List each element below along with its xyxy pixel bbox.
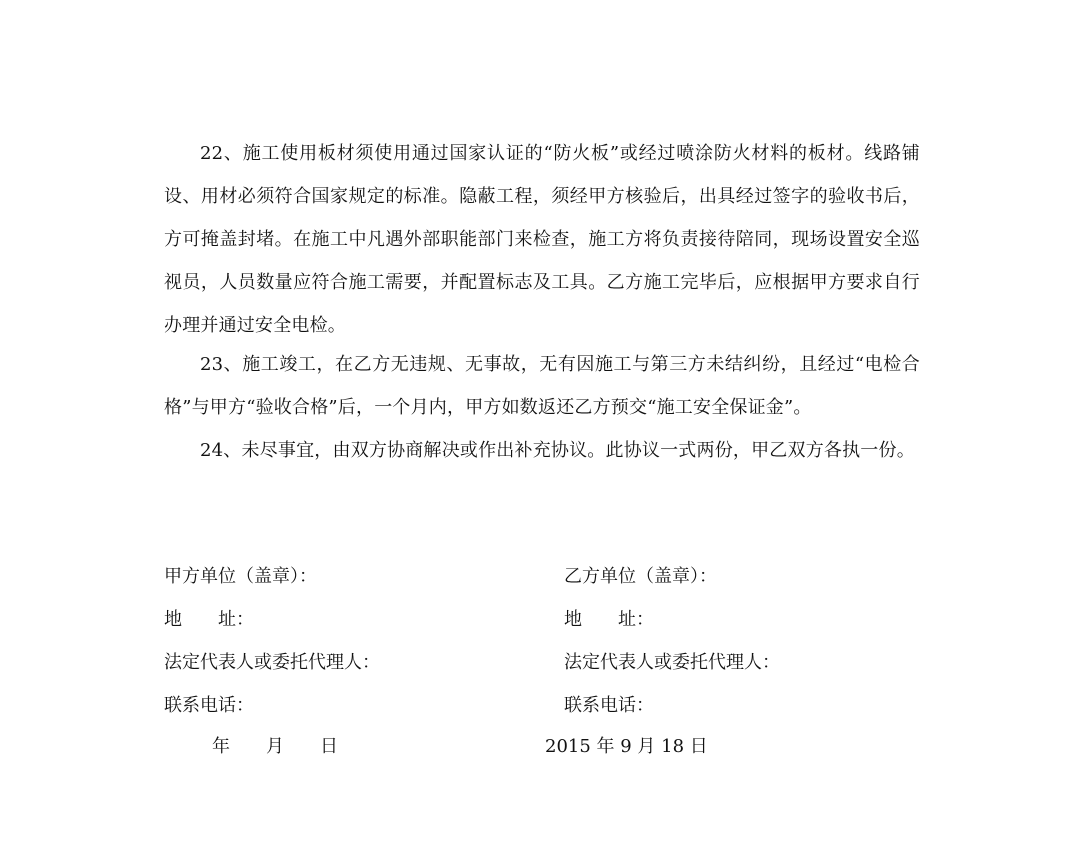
clause-23: 23、施工竣工，在乙方无违规、无事故，无有因施工与第三方未结纠纷，且经过“电检合格”与甲方“验收合格”后，一个月内，甲方如数返还乙方预交“施工安全保证金”。 — [164, 354, 920, 418]
party-b-phone-label: 联系电话： — [564, 695, 654, 716]
party-a-unit-label: 甲方单位（盖章）： — [164, 566, 317, 587]
party-b-representative-label: 法定代表人或委托代理人： — [564, 652, 780, 673]
party-b-date: 2015 年 9 月 18 日 — [545, 736, 708, 757]
clause-22: 22、施工使用板材须使用通过国家认证的“防火板”或经过喷涂防火材料的板材。线路铺设、用材必须符合国家规定的标准。隐蔽工程，须经甲方核验后，出具经过签字的验收书后，方可掩盖封堵。在施工中凡遇外部职能部门来检查，施工方将负责接待陪同，现场设置安全巡视员，人员数量应符合施工需要，并配置标志及工具。乙方施工完毕后，应根据甲方要求自行办理并通过安全电检。 — [164, 143, 920, 336]
party-a-date: 年 月 日 — [212, 736, 338, 757]
party-a-phone-label: 联系电话： — [164, 695, 254, 716]
party-a-address-label: 地 址： — [164, 609, 254, 630]
clause-24: 24、未尽事宜，由双方协商解决或作出补充协议。此协议一式两份，甲乙双方各执一份。 — [200, 440, 915, 461]
party-a-representative-label: 法定代表人或委托代理人： — [164, 652, 380, 673]
party-b-address-label: 地 址： — [564, 609, 654, 630]
party-b-unit-label: 乙方单位（盖章）： — [564, 566, 717, 587]
